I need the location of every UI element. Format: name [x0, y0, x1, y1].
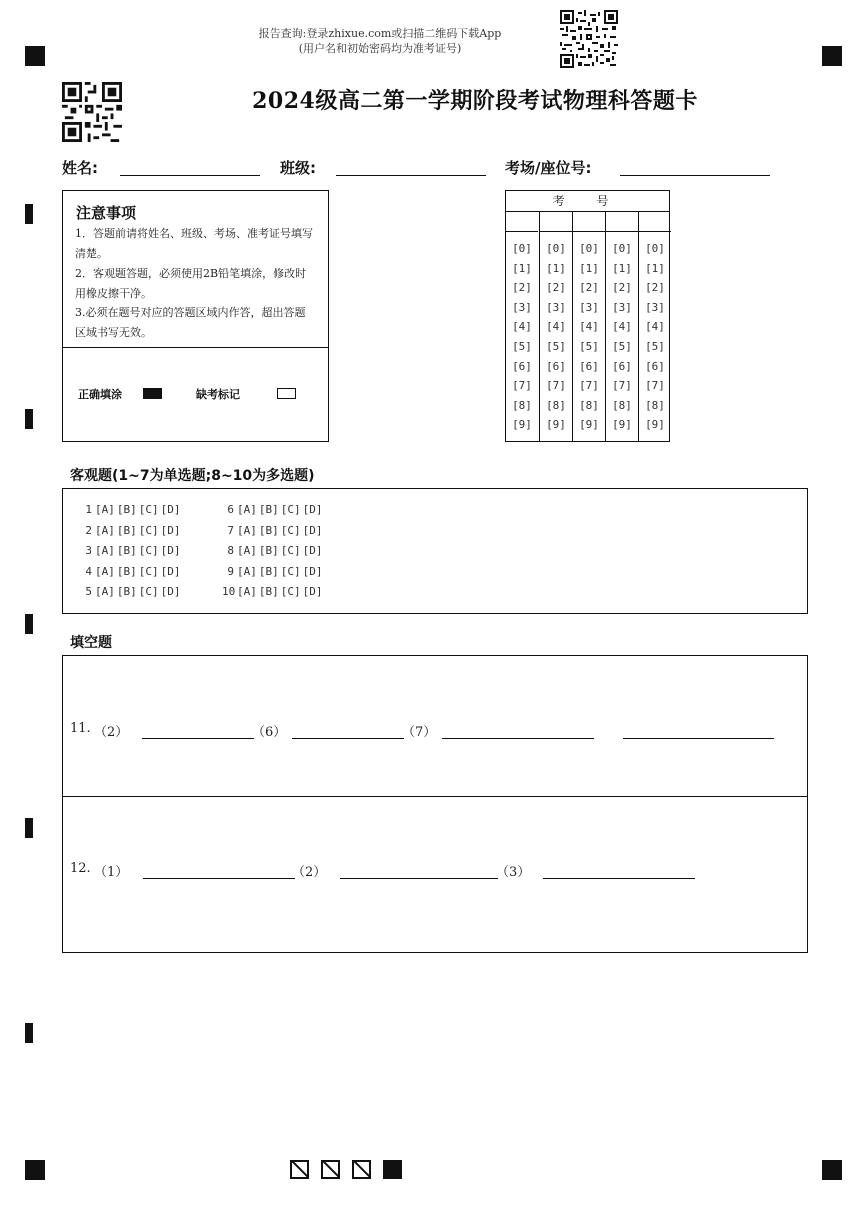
exam-id-digit-bubble[interactable]: [7] — [612, 379, 632, 393]
exam-id-digit-bubble[interactable]: [5] — [612, 340, 632, 353]
exam-id-digit-bubble[interactable]: [1] — [612, 261, 632, 275]
mc-option-bubble[interactable]: [C] — [138, 585, 159, 598]
mc-option-bubble[interactable]: [A] — [237, 544, 257, 557]
mc-option-bubble[interactable]: [D] — [160, 585, 181, 598]
mc-option-bubble[interactable]: [A] — [237, 564, 257, 578]
exam-id-write-cell[interactable] — [540, 212, 572, 232]
mc-option-bubble[interactable]: [B] — [258, 585, 279, 598]
mc-question-row — [80, 585, 183, 599]
exam-id-write-cell[interactable] — [639, 212, 671, 232]
app-qr-code — [560, 10, 618, 68]
exam-id-digit-bubble[interactable]: [1] — [645, 261, 665, 275]
exam-id-digit-bubble[interactable]: [5] — [645, 340, 665, 353]
notice-item-2: 2．客观题答题，必须使用2B铅笔填涂，修改时用橡皮擦干净。 — [75, 267, 307, 300]
sheet-title: 2024级高二第一学期阶段考试物理科答题卡 — [252, 88, 698, 114]
exam-id-column-5 — [638, 212, 671, 441]
mc-question-row — [222, 524, 325, 538]
mc-option-bubble[interactable]: [B] — [116, 503, 137, 516]
q12-blank-1[interactable] — [143, 878, 295, 879]
mc-option-bubble[interactable]: [C] — [280, 585, 301, 598]
notice-divider — [62, 347, 329, 348]
mc-option-bubble[interactable]: [D] — [160, 503, 181, 516]
q11-blank-2-label: （6） — [252, 725, 287, 740]
mc-option-bubble[interactable]: [B] — [116, 564, 137, 578]
exam-id-write-cell[interactable] — [573, 212, 605, 232]
mc-question-row — [222, 544, 325, 558]
exam-id-digit-bubble[interactable]: [5] — [512, 340, 532, 353]
page-code-square-3 — [352, 1160, 371, 1179]
fill-blank-box — [62, 655, 808, 953]
fill-blank-section-label: 填空题 — [70, 635, 112, 651]
exam-id-digit-bubble[interactable]: [2] — [612, 281, 632, 295]
mc-option-bubble[interactable]: [B] — [258, 503, 279, 516]
exam-id-digit-bubble[interactable]: [4] — [512, 320, 532, 334]
exam-id-digit-bubble[interactable]: [2] — [546, 281, 566, 295]
mc-option-bubble[interactable]: [A] — [95, 544, 115, 557]
side-mark-1 — [25, 204, 33, 224]
mc-option-bubble[interactable]: [D] — [160, 564, 181, 578]
notice-title: 注意事项 — [76, 204, 137, 222]
mc-option-bubble[interactable]: [B] — [258, 523, 279, 537]
room-seat-field[interactable] — [620, 175, 770, 176]
corner-mark-top-right — [822, 46, 842, 66]
mc-option-bubble[interactable]: [A] — [95, 585, 115, 598]
mc-question-row — [80, 503, 183, 517]
exam-id-digit-bubble[interactable]: [8] — [579, 398, 599, 412]
exam-id-header: 考 号 — [506, 191, 669, 212]
class-label: 班级: — [280, 159, 316, 177]
exam-id-digit-bubble[interactable]: [3] — [645, 300, 665, 314]
exam-id-digit-bubble[interactable]: [9] — [546, 418, 566, 432]
exam-id-digit-bubble[interactable]: [9] — [612, 418, 632, 432]
exam-id-digit-bubble[interactable]: [1] — [579, 261, 599, 275]
mc-question-number: 1 — [85, 503, 92, 516]
mc-option-bubble[interactable]: [D] — [160, 523, 181, 537]
mc-question-number: 5 — [85, 585, 92, 598]
class-field[interactable] — [336, 175, 486, 176]
mc-question-row — [222, 565, 325, 579]
q12-number: 12. — [70, 861, 91, 876]
exam-id-digit-bubble[interactable]: [8] — [546, 398, 566, 412]
mc-question-row — [80, 565, 183, 579]
correct-fill-sample — [143, 388, 162, 399]
q11-blank-1-label: （2） — [94, 725, 129, 740]
exam-id-digit-bubble[interactable]: [3] — [612, 300, 632, 314]
corner-mark-bottom-left — [25, 1160, 45, 1180]
exam-id-digit-bubble[interactable]: [1] — [546, 261, 566, 275]
exam-id-digit-bubble[interactable]: [0] — [645, 242, 665, 255]
exam-id-digit-bubble[interactable]: [4] — [645, 320, 665, 334]
mc-question-number: 3 — [85, 544, 92, 557]
side-mark-3 — [25, 614, 33, 634]
mc-option-bubble[interactable]: [A] — [95, 523, 115, 537]
exam-id-digit-bubble[interactable]: [1] — [512, 261, 532, 275]
exam-id-digit-bubble[interactable]: [0] — [546, 242, 566, 255]
exam-id-digit-bubble[interactable]: [0] — [612, 242, 632, 255]
exam-id-digit-bubble[interactable]: [6] — [579, 359, 599, 373]
mc-question-row — [222, 503, 325, 517]
q11-blank-1[interactable] — [142, 738, 254, 739]
exam-id-digit-bubble[interactable]: [2] — [512, 281, 532, 295]
q12-blank-2-label: （2） — [292, 865, 327, 880]
q11-blank-4[interactable] — [623, 738, 774, 739]
exam-id-digit-bubble[interactable]: [4] — [579, 320, 599, 334]
page-code-square-1 — [290, 1160, 309, 1179]
q11-blank-3-label: （7） — [402, 725, 437, 740]
exam-id-digit-bubble[interactable]: [7] — [546, 379, 566, 393]
mc-option-bubble[interactable]: [D] — [302, 503, 323, 516]
exam-id-digit-bubble[interactable]: [3] — [579, 300, 599, 314]
exam-id-digit-bubble[interactable]: [8] — [612, 398, 632, 412]
q11-blank-2[interactable] — [292, 738, 404, 739]
mc-option-bubble[interactable]: [A] — [95, 503, 115, 516]
side-mark-4 — [25, 818, 33, 838]
exam-id-digit-bubble[interactable]: [2] — [579, 281, 599, 295]
exam-id-column-3 — [572, 212, 605, 441]
exam-id-digit-bubble[interactable]: [6] — [612, 359, 632, 373]
login-hint-note: (用户名和初始密码均为准考证号) — [298, 42, 462, 55]
exam-id-column-1 — [506, 212, 539, 441]
side-mark-5 — [25, 1023, 33, 1043]
exam-id-digit-bubble[interactable]: [3] — [546, 300, 566, 314]
exam-id-digit-bubble[interactable]: [0] — [579, 242, 599, 255]
sheet-qr-code — [62, 82, 122, 142]
mc-option-bubble[interactable]: [C] — [138, 523, 159, 537]
objective-section-label: 客观题(1~7为单选题;8~10为多选题) — [70, 468, 315, 484]
mc-option-bubble[interactable]: [C] — [280, 564, 301, 578]
mc-question-number: 2 — [85, 523, 92, 537]
exam-id-digit-bubble[interactable]: [7] — [579, 379, 599, 393]
exam-id-digit-bubble[interactable]: [5] — [579, 340, 599, 353]
mc-option-bubble[interactable]: [C] — [280, 523, 301, 537]
exam-id-table — [505, 190, 670, 442]
q11-number: 11. — [70, 721, 91, 736]
exam-id-digit-bubble[interactable]: [2] — [645, 281, 665, 295]
corner-mark-bottom-right — [822, 1160, 842, 1180]
side-mark-2 — [25, 409, 33, 429]
mc-option-bubble[interactable]: [A] — [95, 564, 115, 578]
notice-item-3: 3.必须在题号对应的答题区域内作答，超出答题区域书写无效。 — [75, 306, 306, 339]
report-query-note: 报告查询:登录zhixue.com或扫描二维码下载App — [258, 27, 502, 40]
exam-id-column-2 — [539, 212, 572, 441]
mc-option-bubble[interactable]: [B] — [116, 544, 137, 557]
mc-option-bubble[interactable]: [D] — [302, 564, 323, 578]
exam-id-digit-bubble[interactable]: [9] — [512, 418, 532, 432]
mc-option-bubble[interactable]: [C] — [138, 544, 159, 557]
fill-blank-divider — [62, 796, 808, 797]
correct-fill-label: 正确填涂 — [78, 388, 122, 401]
name-label: 姓名: — [62, 159, 98, 177]
exam-id-digit-bubble[interactable]: [8] — [645, 398, 665, 412]
q12-blank-3-label: （3） — [496, 865, 531, 880]
exam-id-column-4 — [605, 212, 638, 441]
q12-blank-3[interactable] — [543, 878, 695, 879]
exam-id-digit-bubble[interactable]: [6] — [512, 359, 532, 373]
mc-option-bubble[interactable]: [C] — [138, 503, 159, 516]
mc-option-bubble[interactable]: [C] — [280, 544, 301, 557]
exam-id-digit-bubble[interactable]: [7] — [512, 379, 532, 393]
mc-option-bubble[interactable]: [A] — [237, 503, 257, 516]
mc-option-bubble[interactable]: [D] — [302, 585, 323, 598]
exam-id-write-cell[interactable] — [606, 212, 638, 232]
absent-mark-label: 缺考标记 — [196, 388, 240, 401]
q11-blank-3[interactable] — [442, 738, 594, 739]
mc-option-bubble[interactable]: [B] — [116, 585, 137, 598]
mc-option-bubble[interactable]: [A] — [237, 585, 257, 598]
mc-question-number: 10 — [222, 585, 236, 598]
exam-id-digit-bubble[interactable]: [8] — [512, 398, 532, 412]
mc-question-row — [222, 585, 325, 599]
exam-id-digit-bubble[interactable]: [3] — [512, 300, 532, 314]
mc-question-number: 4 — [85, 564, 92, 578]
q12-blank-1-label: （1） — [94, 865, 129, 880]
mc-question-number: 7 — [227, 523, 234, 537]
exam-id-digit-bubble[interactable]: [0] — [512, 242, 532, 255]
page-code-square-4 — [383, 1160, 402, 1179]
name-field[interactable] — [120, 175, 260, 176]
exam-id-digit-bubble[interactable]: [6] — [546, 359, 566, 373]
exam-id-digit-bubble[interactable]: [5] — [546, 340, 566, 353]
mc-question-row — [80, 524, 183, 538]
absent-mark-box[interactable] — [277, 388, 296, 399]
mc-option-bubble[interactable]: [A] — [237, 523, 257, 537]
mc-question-row — [80, 544, 183, 558]
exam-id-digit-bubble[interactable]: [9] — [579, 418, 599, 432]
q12-blank-2[interactable] — [340, 878, 498, 879]
mc-question-number: 9 — [227, 564, 234, 578]
mc-option-bubble[interactable]: [D] — [302, 523, 323, 537]
room-seat-label: 考场/座位号: — [505, 159, 592, 177]
mc-option-bubble[interactable]: [C] — [280, 503, 301, 516]
mc-option-bubble[interactable]: [C] — [138, 564, 159, 578]
exam-id-digit-bubble[interactable]: [9] — [645, 418, 665, 432]
exam-id-digit-bubble[interactable]: [7] — [645, 379, 665, 393]
mc-option-bubble[interactable]: [D] — [160, 544, 181, 557]
mc-question-number: 8 — [227, 544, 234, 557]
exam-id-digit-bubble[interactable]: [6] — [645, 359, 665, 373]
mc-question-number: 6 — [227, 503, 234, 516]
notice-item-1: 1．答题前请将姓名、班级、考场、准考证号填写清楚。 — [75, 227, 313, 260]
mc-option-bubble[interactable]: [B] — [116, 523, 137, 537]
mc-option-bubble[interactable]: [B] — [258, 544, 279, 557]
exam-id-digit-bubble[interactable]: [4] — [546, 320, 566, 334]
page-code-square-2 — [321, 1160, 340, 1179]
exam-id-digit-bubble[interactable]: [4] — [612, 320, 632, 334]
mc-option-bubble[interactable]: [B] — [258, 564, 279, 578]
mc-option-bubble[interactable]: [D] — [302, 544, 323, 557]
exam-id-write-cell[interactable] — [506, 212, 538, 232]
